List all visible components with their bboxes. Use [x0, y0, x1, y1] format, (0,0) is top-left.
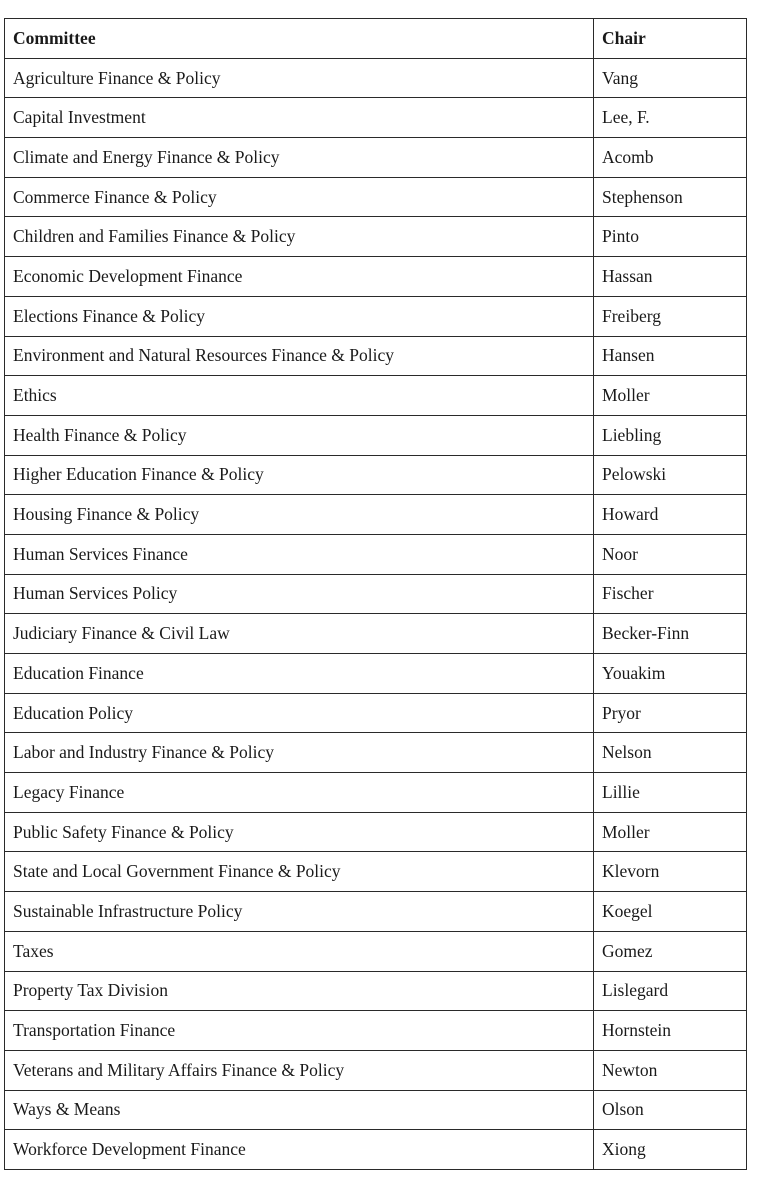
table-row	[5, 1090, 747, 1130]
chair-cell: Pelowski	[594, 455, 747, 495]
chair-cell: Youakim	[594, 654, 747, 694]
table-row	[5, 852, 747, 892]
committee-cell: Children and Families Finance & Policy	[5, 217, 594, 257]
committee-cell: Ethics	[5, 376, 594, 416]
chair-cell: Freiberg	[594, 296, 747, 336]
table-row	[5, 296, 747, 336]
committee-cell: Human Services Policy	[5, 574, 594, 614]
table-row	[5, 177, 747, 217]
committee-cell: Environment and Natural Resources Finance & Policy	[5, 336, 594, 376]
table-row	[5, 58, 747, 98]
table-row	[5, 257, 747, 297]
table-row	[5, 693, 747, 733]
table-row	[5, 574, 747, 614]
chair-cell: Hassan	[594, 257, 747, 297]
table-row	[5, 336, 747, 376]
committee-cell: Human Services Finance	[5, 534, 594, 574]
committee-chair-table	[4, 18, 747, 1170]
chair-cell: Lislegard	[594, 971, 747, 1011]
chair-cell: Xiong	[594, 1130, 747, 1170]
committee-cell: Ways & Means	[5, 1090, 594, 1130]
committee-cell: Public Safety Finance & Policy	[5, 812, 594, 852]
table-row	[5, 1050, 747, 1090]
committee-cell: Economic Development Finance	[5, 257, 594, 297]
chair-cell: Stephenson	[594, 177, 747, 217]
committee-cell: Taxes	[5, 931, 594, 971]
committee-cell: Housing Finance & Policy	[5, 495, 594, 535]
chair-cell: Olson	[594, 1090, 747, 1130]
committee-cell: Elections Finance & Policy	[5, 296, 594, 336]
committee-cell: Health Finance & Policy	[5, 415, 594, 455]
committee-cell: Veterans and Military Affairs Finance & Policy	[5, 1050, 594, 1090]
table-row	[5, 138, 747, 178]
committee-cell: Higher Education Finance & Policy	[5, 455, 594, 495]
committee-cell: Climate and Energy Finance & Policy	[5, 138, 594, 178]
committee-cell: Education Finance	[5, 654, 594, 694]
chair-cell: Hansen	[594, 336, 747, 376]
table-row	[5, 931, 747, 971]
table-row	[5, 415, 747, 455]
chair-cell: Moller	[594, 812, 747, 852]
table-row	[5, 376, 747, 416]
chair-cell: Vang	[594, 58, 747, 98]
committee-cell: Agriculture Finance & Policy	[5, 58, 594, 98]
table-row	[5, 733, 747, 773]
chair-cell: Lee, F.	[594, 98, 747, 138]
chair-cell: Koegel	[594, 892, 747, 932]
committee-cell: Judiciary Finance & Civil Law	[5, 614, 594, 654]
table-row	[5, 217, 747, 257]
table-row	[5, 812, 747, 852]
committee-cell: Commerce Finance & Policy	[5, 177, 594, 217]
chair-cell: Noor	[594, 534, 747, 574]
table-body	[5, 58, 747, 1169]
chair-cell: Pryor	[594, 693, 747, 733]
chair-cell: Hornstein	[594, 1011, 747, 1051]
chair-cell: Lillie	[594, 773, 747, 813]
table-row	[5, 654, 747, 694]
table-row	[5, 1011, 747, 1051]
committee-cell: Legacy Finance	[5, 773, 594, 813]
committee-cell: Workforce Development Finance	[5, 1130, 594, 1170]
chair-cell: Newton	[594, 1050, 747, 1090]
table-row	[5, 495, 747, 535]
committee-cell: Labor and Industry Finance & Policy	[5, 733, 594, 773]
chair-cell: Nelson	[594, 733, 747, 773]
table-row	[5, 534, 747, 574]
committee-cell: State and Local Government Finance & Policy	[5, 852, 594, 892]
table-row	[5, 455, 747, 495]
committee-cell: Property Tax Division	[5, 971, 594, 1011]
table-row	[5, 892, 747, 932]
chair-cell: Gomez	[594, 931, 747, 971]
chair-cell: Fischer	[594, 574, 747, 614]
table-row	[5, 614, 747, 654]
chair-cell: Becker-Finn	[594, 614, 747, 654]
header-committee: Committee	[5, 19, 594, 59]
committee-cell: Transportation Finance	[5, 1011, 594, 1051]
header-chair: Chair	[594, 19, 747, 59]
chair-cell: Pinto	[594, 217, 747, 257]
table-row	[5, 971, 747, 1011]
chair-cell: Moller	[594, 376, 747, 416]
chair-cell: Acomb	[594, 138, 747, 178]
table-row	[5, 773, 747, 813]
committee-cell: Capital Investment	[5, 98, 594, 138]
table-row	[5, 1130, 747, 1170]
table-header-row	[5, 19, 747, 59]
committee-cell: Sustainable Infrastructure Policy	[5, 892, 594, 932]
chair-cell: Liebling	[594, 415, 747, 455]
chair-cell: Klevorn	[594, 852, 747, 892]
table-row	[5, 98, 747, 138]
committee-cell: Education Policy	[5, 693, 594, 733]
chair-cell: Howard	[594, 495, 747, 535]
